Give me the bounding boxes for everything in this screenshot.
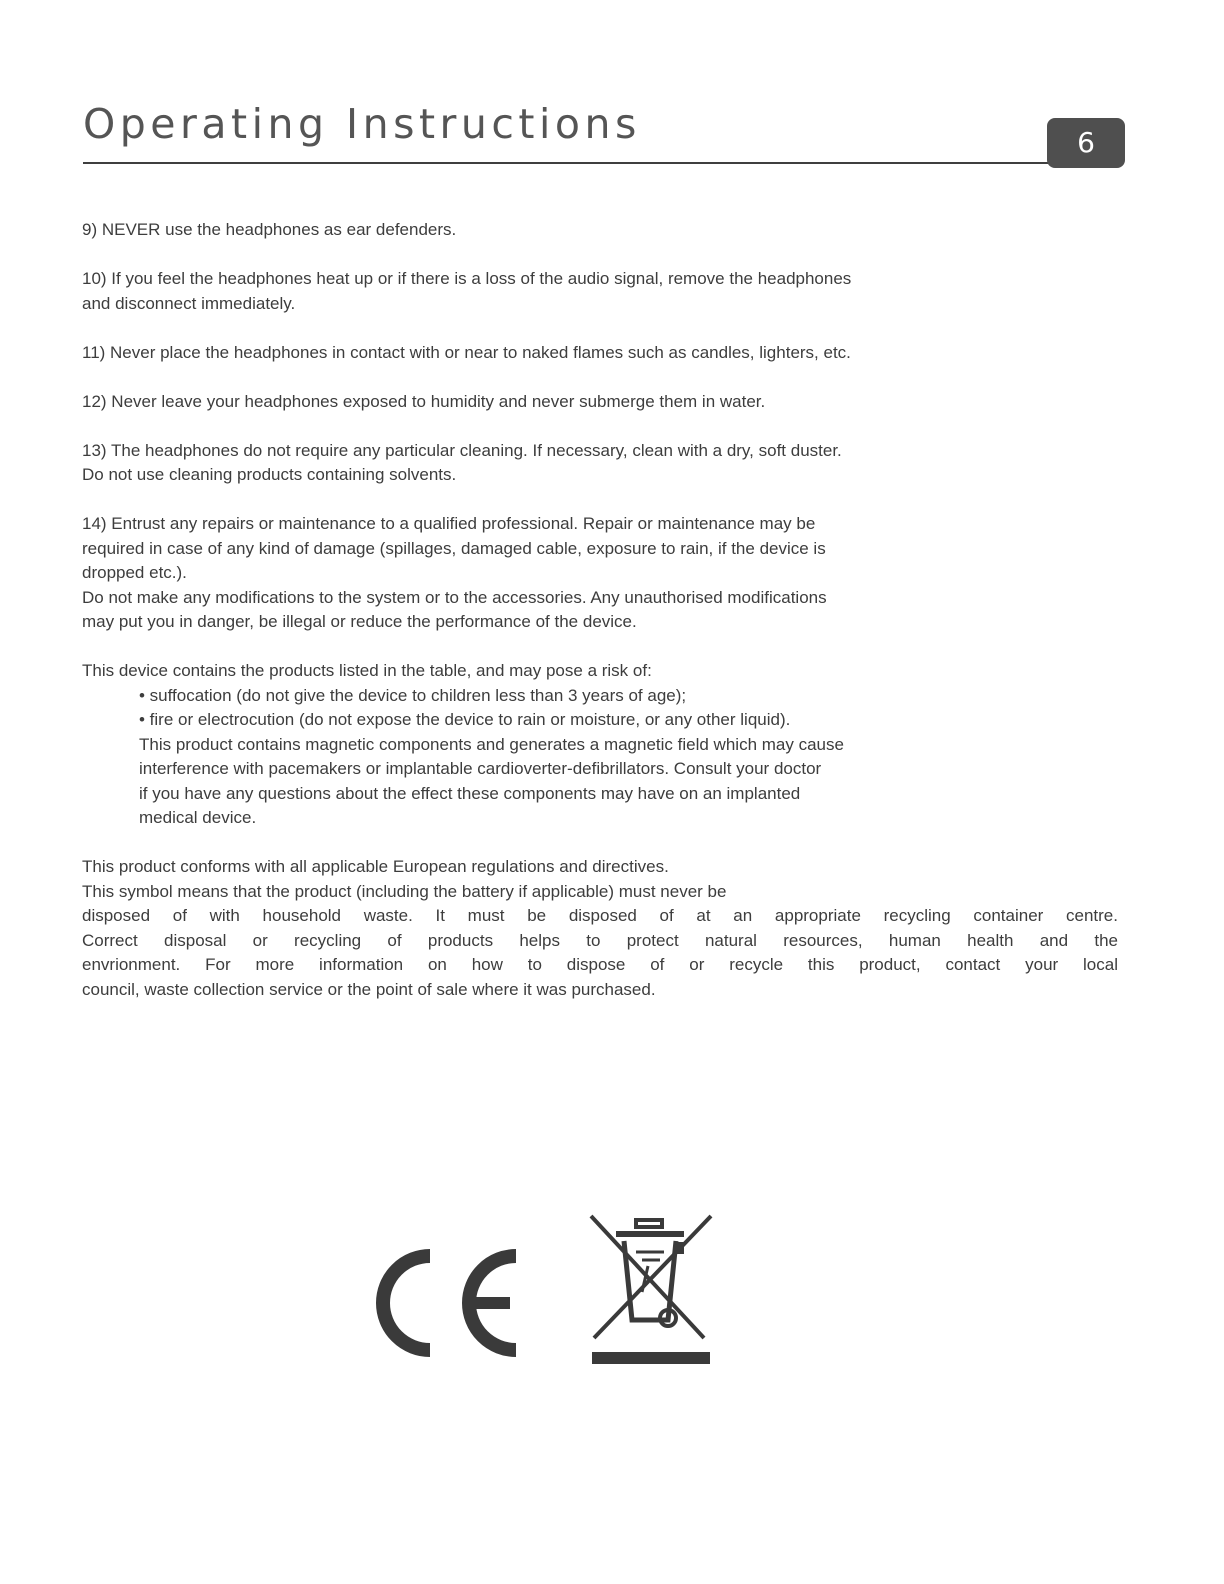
magnetic-warning-line: if you have any questions about the effect these components may have on an implanted [139, 783, 801, 803]
disposal-line: This symbol means that the product (including the battery if applicable) must never be [82, 881, 727, 901]
instruction-line: 10) If you feel the headphones heat up or if there is a loss of the audio signal, remove the headphones [82, 269, 852, 288]
page-title: Operating Instructions [83, 100, 641, 148]
instruction-line: and disconnect immediately. [82, 293, 296, 313]
risk-bullet: • fire or electrocution (do not expose the device to rain or moisture, or any other liquid). [139, 710, 791, 729]
disposal-notice [82, 855, 1118, 1002]
instruction-item-13 [82, 439, 1118, 488]
instruction-item-10 [82, 267, 1118, 316]
magnetic-warning-line: medical device. [139, 808, 257, 827]
disposal-line: envrionment. For more information on how to dispose of or recycle this product, contact your local [82, 955, 1118, 974]
risk-intro: This device contains the products listed in the table, and may pose a risk of: [82, 661, 652, 680]
instruction-item-14 [82, 512, 1118, 635]
instruction-line: Do not use cleaning products containing solvents. [82, 465, 457, 484]
disposal-line: Correct disposal or recycling of products helps to protect natural resources, human health and the [82, 930, 1118, 950]
ce-mark-icon [366, 1238, 526, 1368]
page-number-badge: 6 [1047, 118, 1125, 168]
magnetic-warning-line: interference with pacemakers or implantable cardioverter-defibrillators. Consult your doctor [139, 759, 822, 778]
magnetic-warning-line: This product contains magnetic components and generates a magnetic field which may cause [139, 734, 844, 754]
instruction-line: 12) Never leave your headphones exposed to humidity and never submerge them in water. [82, 391, 766, 411]
crossed-out-wheelie-bin-icon [586, 1208, 716, 1373]
instruction-line: 13) The headphones do not require any particular cleaning. If necessary, clean with a dry, soft duster. [82, 440, 842, 460]
header-rule [83, 162, 1093, 164]
instruction-line: 9) NEVER use the headphones as ear defenders. [82, 220, 457, 239]
page-header [83, 96, 1125, 168]
instruction-item-12 [82, 390, 1118, 415]
instruction-line: dropped etc.). [82, 563, 187, 582]
instruction-line: 11) Never place the headphones in contact with or near to naked flames such as candles, lighters, etc. [82, 342, 851, 362]
risk-bullet: • suffocation (do not give the device to children less than 3 years of age); [139, 685, 687, 705]
instruction-line: required in case of any kind of damage (spillages, damaged cable, exposure to rain, if the device is [82, 538, 826, 558]
risk-warning [82, 659, 1118, 831]
instruction-item-11 [82, 341, 1118, 366]
instruction-line: may put you in danger, be illegal or reduce the performance of the device. [82, 612, 637, 631]
disposal-line: This product conforms with all applicable European regulations and directives. [82, 857, 669, 876]
compliance-symbols [366, 1208, 726, 1378]
disposal-line: disposed of with household waste. It must be disposed of at an appropriate recycling container centre. [82, 906, 1118, 925]
instructions-body [82, 218, 1118, 1027]
disposal-line: council, waste collection service or the point of sale where it was purchased. [82, 979, 656, 999]
instruction-item-9 [82, 218, 1118, 243]
instruction-line: 14) Entrust any repairs or maintenance to a qualified professional. Repair or maintenance may be [82, 514, 816, 533]
instruction-line: Do not make any modifications to the system or to the accessories. Any unauthorised modifications [82, 587, 827, 607]
